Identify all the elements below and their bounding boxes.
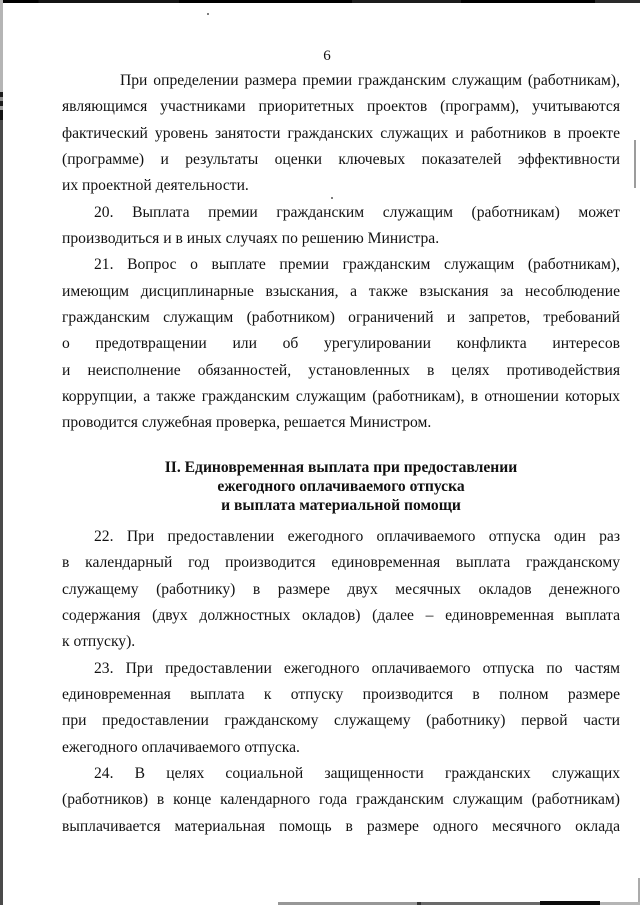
text-line: и неисполнение обязанностей, установленных в целях противодействия (62, 361, 620, 379)
text-line: фактический уровень занятости гражданских служащих и работников в проекте (62, 124, 620, 142)
text-line: выплачивается материальная помощь в размере одного месячного оклада (62, 817, 620, 835)
text-line: служащему (работнику) в размере двух месячных окладов денежного (62, 580, 620, 598)
text-line: в календарный год производится единовременная выплата гражданскому (62, 554, 620, 572)
text-line: (программе) и результаты оценки ключевых показателей эффективности (62, 151, 620, 169)
scan-left-border (0, 0, 3, 905)
text-line: производиться и в иных случаях по решению Министра. (62, 230, 440, 248)
text-line: проводится служебная проверка, решается Министром. (62, 414, 432, 432)
text-line: содержания (двух должностных окладов) (далее – единовременная выплата (62, 607, 620, 625)
text-line: 21. Вопрос о выплате премии гражданским служащим (работникам), (94, 256, 620, 274)
text-line: являющимся участниками приоритетных проектов (программ), учитываются (62, 98, 620, 116)
text-line: (работников) в конце календарного года гражданским служащим (работникам) (62, 791, 620, 809)
body-text-upper (62, 68, 620, 437)
scan-artifact-line (634, 140, 636, 188)
scan-speck (331, 197, 333, 199)
heading-line: II. Единовременная выплата при предоставлении (164, 459, 518, 476)
text-line: ежегодного оплачиваемого отпуска. (62, 738, 300, 756)
text-line: о предотвращении или об урегулировании конфликта интересов (62, 335, 620, 353)
page-number: 6 (323, 48, 331, 64)
text-line: имеющим дисциплинарные взыскания, а также взыскания за несоблюдение (62, 282, 620, 300)
text-line: 22. При предоставлении ежегодного оплачиваемого отпуска один раз (94, 528, 620, 545)
scan-speck (207, 13, 209, 15)
text-line: их проектной деятельности. (62, 177, 249, 195)
text-line: При определении размера премии гражданским служащим (работникам), (120, 72, 620, 89)
text-line: 24. В целях социальной защищенности гражданских служащих (94, 765, 620, 783)
text-line: 23. При предоставлении ежегодного оплачиваемого отпуска по частям (94, 659, 620, 677)
text-line: к отпуску). (62, 633, 136, 651)
scan-artifact-corner-line (638, 878, 640, 902)
text-line: гражданским служащим (работником) ограничений и запретов, требований (62, 309, 620, 327)
scan-bottom-border (278, 901, 640, 905)
text-line: коррупции, а также гражданским служащим (работникам), в отношении которых (62, 388, 620, 406)
text-line: единовременная выплата к отпуску производится в полном размере (62, 686, 620, 704)
text-line: при предоставлении гражданскому служащему (работнику) первой части (62, 712, 620, 730)
paragraph (62, 656, 620, 761)
paragraph (62, 524, 620, 656)
paragraph (62, 200, 620, 253)
text-line: 20. Выплата премии гражданским служащим (работникам) может (94, 203, 620, 221)
section-heading (62, 458, 620, 516)
scan-top-border (0, 0, 640, 3)
scan-bottom-border-segment (540, 901, 600, 905)
paragraph (62, 761, 620, 840)
body-text-lower (62, 524, 620, 840)
heading-line: ежегодного оплачиваемого отпуска (217, 478, 465, 496)
heading-line: и выплата материальной помощи (221, 497, 461, 515)
paragraph (62, 68, 620, 200)
paragraph (62, 252, 620, 436)
